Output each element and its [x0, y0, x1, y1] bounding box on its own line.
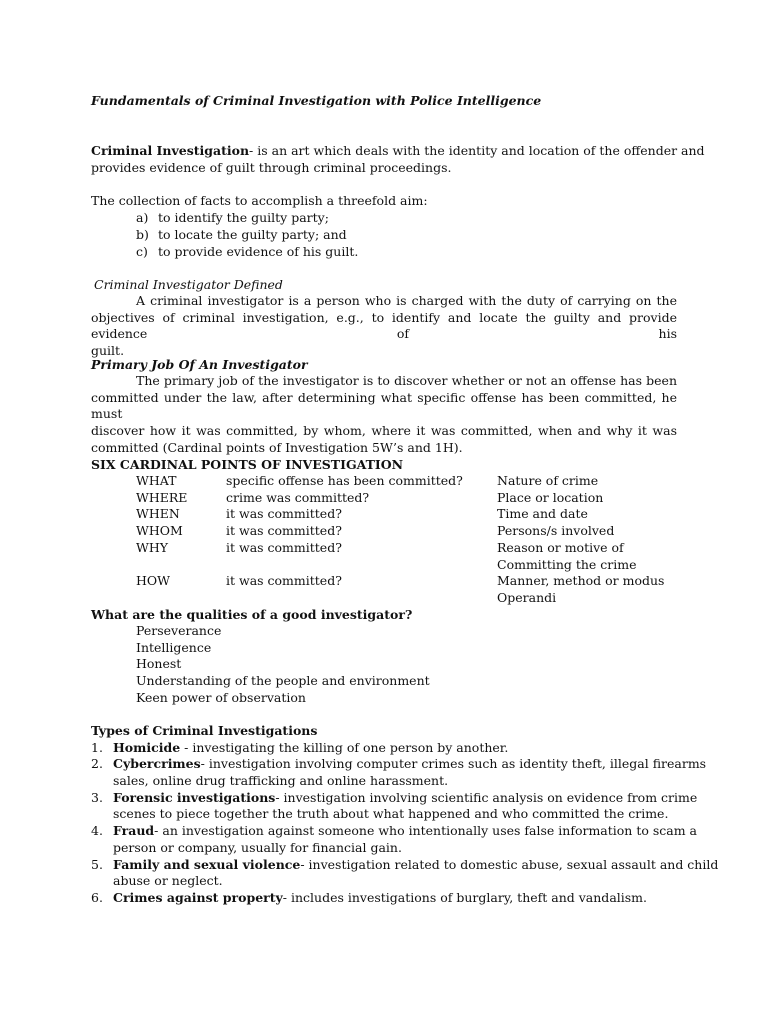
- type-number: 3.: [91, 790, 103, 805]
- cardinal-question: it was committed?: [226, 573, 342, 588]
- cardinal-word: WHAT: [136, 473, 177, 488]
- type-item-continued: [0, 873, 768, 890]
- type-term: Fraud: [113, 823, 155, 838]
- cardinal-word: WHOM: [136, 523, 183, 538]
- cardinal-row: [0, 573, 768, 590]
- aim-intro: The collection of facts to accomplish a threefold aim:: [91, 193, 428, 208]
- cardinal-meaning: Manner, method or modus: [497, 573, 665, 588]
- type-item: [0, 857, 768, 874]
- type-description: - investigation involving scientific analysis on evidence from crime: [275, 790, 698, 805]
- definition-line-1: [91, 143, 705, 160]
- type-item-continued: [0, 806, 768, 823]
- type-description: scenes to piece together the truth about what happened and who committed the crime.: [113, 806, 669, 821]
- primary-job-heading: Primary Job Of An Investigator: [91, 357, 308, 372]
- cardinal-question: crime was committed?: [226, 490, 370, 505]
- quality-item: Intelligence: [136, 640, 212, 655]
- type-description: abuse or neglect.: [113, 873, 223, 888]
- paragraph-line: committed under the law, after determining what specific offense has been committed, he must: [91, 389, 677, 422]
- aim-marker: a): [136, 210, 149, 225]
- definition-text: - is an art which deals with the identity and location of the offender and: [249, 143, 705, 158]
- quality-item: Honest: [136, 656, 182, 671]
- cardinal-question: it was committed?: [226, 540, 342, 555]
- aim-item: [0, 227, 768, 244]
- cardinal-meaning: Committing the crime: [497, 557, 637, 572]
- aim-item: [0, 244, 768, 261]
- type-item-continued: [0, 773, 768, 790]
- definition-term: Criminal Investigation: [91, 143, 250, 158]
- cardinal-meaning: Time and date: [497, 506, 588, 521]
- type-item: [0, 740, 768, 757]
- type-description: - an investigation against someone who intentionally uses false information to scam a: [154, 823, 698, 838]
- type-number: 5.: [91, 857, 103, 872]
- type-item: [0, 890, 768, 907]
- type-description: - investigation related to domestic abuse, sexual assault and child: [300, 857, 719, 872]
- type-term: Family and sexual violence: [113, 857, 301, 872]
- investigator-defined-heading: Criminal Investigator Defined: [94, 277, 283, 292]
- type-term: Cybercrimes: [113, 756, 201, 771]
- cardinal-word: WHY: [136, 540, 169, 555]
- primary-job-paragraph: [91, 373, 677, 457]
- type-term: Crimes against property: [113, 890, 283, 905]
- quality-item: Understanding of the people and environment: [136, 673, 430, 688]
- type-number: 6.: [91, 890, 103, 905]
- type-description: person or company, usually for financial gain.: [113, 840, 402, 855]
- type-description: - investigation involving computer crimes such as identity theft, illegal firearms: [200, 756, 707, 771]
- type-description: - investigating the killing of one person by another.: [180, 740, 509, 755]
- investigator-defined-paragraph: [91, 293, 677, 360]
- paragraph-line: A criminal investigator is a person who is charged with the duty of carrying on the: [136, 293, 677, 308]
- cardinal-row: [0, 490, 768, 507]
- cardinal-meaning: Persons/s involved: [497, 523, 615, 538]
- paragraph-line: discover how it was committed, by whom, where it was committed, when and why it was: [91, 423, 677, 439]
- type-term: Forensic investigations: [113, 790, 276, 805]
- cardinal-row: [0, 506, 768, 523]
- aim-marker: b): [136, 227, 149, 242]
- cardinal-question: it was committed?: [226, 506, 342, 521]
- cardinal-meaning: Operandi: [497, 590, 557, 605]
- cardinal-row-continued: [0, 590, 768, 607]
- definition-line-2: provides evidence of guilt through criminal proceedings.: [91, 160, 452, 175]
- cardinal-points-heading: SIX CARDINAL POINTS OF INVESTIGATION: [91, 457, 404, 472]
- aim-marker: c): [136, 244, 148, 259]
- type-description: - includes investigations of burglary, theft and vandalism.: [282, 890, 648, 905]
- cardinal-row: [0, 473, 768, 490]
- paragraph-line: guilt.: [91, 343, 125, 359]
- type-item: [0, 823, 768, 840]
- cardinal-meaning: Place or location: [497, 490, 604, 505]
- paragraph-line: The primary job of the investigator is to discover whether or not an offense has been: [136, 373, 677, 388]
- cardinal-question: specific offense has been committed?: [226, 473, 463, 488]
- type-item: [0, 756, 768, 773]
- type-number: 2.: [91, 756, 103, 771]
- aim-text: to identify the guilty party;: [158, 210, 329, 225]
- cardinal-row: [0, 523, 768, 540]
- cardinal-word: WHEN: [136, 506, 180, 521]
- aim-item: [0, 210, 768, 227]
- type-number: 4.: [91, 823, 103, 838]
- qualities-heading: What are the qualities of a good investigator?: [91, 607, 413, 622]
- cardinal-word: WHERE: [136, 490, 188, 505]
- paragraph-line: objectives of criminal investigation, e.g., to identify and locate the guilty and provide evidence of his: [91, 309, 677, 342]
- cardinal-meaning: Reason or motive of: [497, 540, 624, 555]
- type-item-continued: [0, 840, 768, 857]
- cardinal-word: HOW: [136, 573, 170, 588]
- quality-item: Keen power of observation: [136, 690, 306, 705]
- quality-item: Perseverance: [136, 623, 222, 638]
- cardinal-question: it was committed?: [226, 523, 342, 538]
- cardinal-row: [0, 540, 768, 557]
- aim-text: to locate the guilty party; and: [158, 227, 347, 242]
- paragraph-line: committed (Cardinal points of Investigation 5W’s and 1H).: [91, 439, 463, 455]
- cardinal-meaning: Nature of crime: [497, 473, 599, 488]
- type-description: sales, online drug trafficking and online harassment.: [113, 773, 449, 788]
- document-title: Fundamentals of Criminal Investigation with Police Intelligence: [91, 93, 542, 108]
- aim-text: to provide evidence of his guilt.: [158, 244, 359, 259]
- cardinal-row-continued: [0, 557, 768, 574]
- type-item: [0, 790, 768, 807]
- type-number: 1.: [91, 740, 103, 755]
- type-term: Homicide: [113, 740, 181, 755]
- types-heading: Types of Criminal Investigations: [91, 723, 318, 738]
